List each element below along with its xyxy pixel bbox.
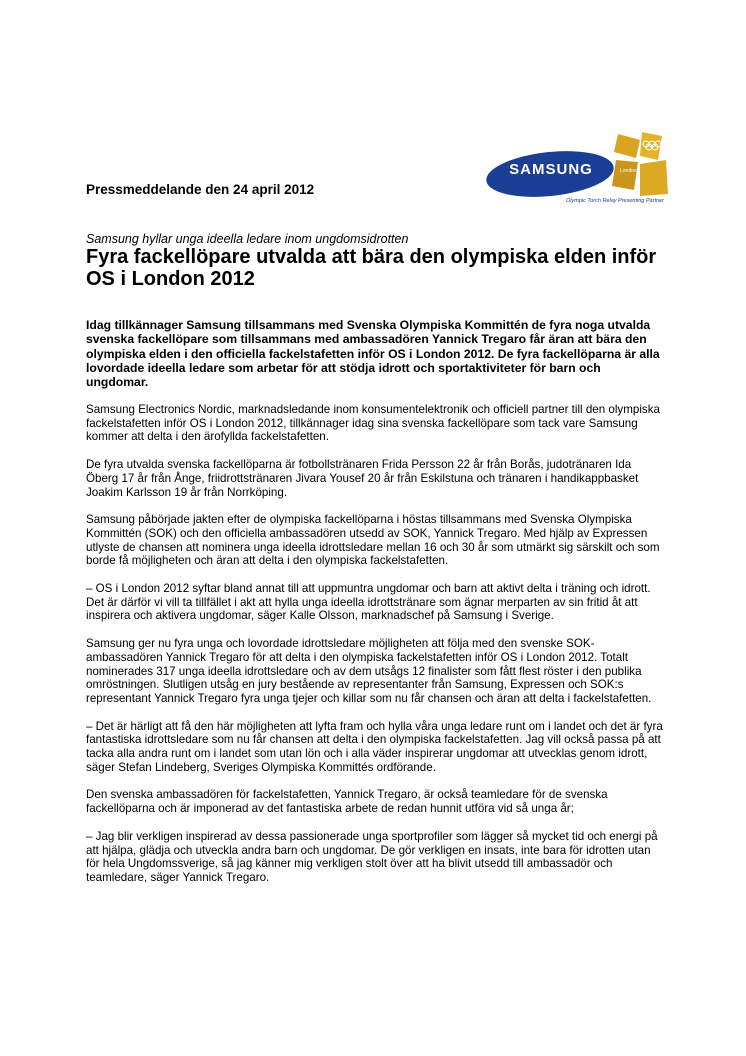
article-body	[86, 403, 666, 899]
emblem-text: London	[620, 168, 637, 174]
body-paragraph: Samsung Electronics Nordic, marknadsledande inom konsumentelektronik och officiell partner till den olympiska fackelstafetten inför OS i London 2012, tillkännager idag sina svenska fackellöpare som tack vare Samsung kommer att delta i den ärofyllda fackelstafetten.	[86, 403, 660, 444]
body-paragraph: De fyra utvalda svenska fackellöparna är fotbollstränaren Frida Persson 22 år från Borås, judotränaren Ida Öberg 17 år från Ånge, friidrottstränaren Jivara Yousef 20 år från Eskilstuna och tränaren i handikappbasket Joakim Karlsson 19 år från Norrköping.	[86, 458, 639, 499]
body-paragraph: Samsung ger nu fyra unga och lovordade idrottsledare möjligheten att följa med den svenske SOK-ambassadören Yannick Tregaro för att delta i den olympiska fackelstafetten inför OS i London 2012. Totalt nominerades 317 unga ideella idrottsledare och av dem utsågs 12 finalister som fått flest röster i den publika omröstningen. Slutligen utsåg en jury bestående av representanter från Samsung, Expressen och SOK:s representant Yannick Tregaro fyra unga tjejer och killar som nu får chansen och äran att delta i fackelstafetten.	[86, 637, 652, 705]
body-paragraph: – Jag blir verkligen inspirerad av dessa passionerade unga sportprofiler som lägger så mycket tid och energi på att hjälpa, glädja och utveckla andra barn och ungdomar. De gör verkligen en insats, inte bara för idrotten utan för hela Ungdomssverige, så jag känner mig verkligen stolt över att ha blivit utsedd till ambassadör och teamledare, säger Yannick Tregaro.	[86, 829, 658, 884]
body-paragraph: – Det är härligt att få den här möjligheten att lyfta fram och hylla våra unga ledare runt om i landet och det är fyra fantastiska idrottsledare som nu får chansen att delta i den olympiska fackelstafetten. Jag vill också passa på att tacka alla andra runt om i landet som utan lön och i alla väder inspirerar ungdomar att utvecklas genom idrott, säger Stefan Lindeberg, Sveriges Olympiska Kommittés ordförande.	[86, 719, 663, 774]
body-paragraph: – OS i London 2012 syftar bland annat till att uppmuntra ungdomar och barn att aktivt delta i träning och idrott. Det är därför vi vill ta tillfället i akt att hylla unga ideella idrottstränare som ägnar merparten av sin fritid åt att inspirera och aktivera ungdomar, säger Kalle Olsson, marknadschef på Samsung i Sverige.	[86, 582, 651, 623]
article-subtitle: Samsung hyllar unga ideella ledare inom ungdomsidrotten	[86, 232, 409, 246]
london-2012-emblem-icon	[610, 130, 670, 200]
body-paragraph: Samsung påbörjade jakten efter de olympiska fackellöparna i höstas tillsammans med Svenska Olympiska Kommittén (SOK) och den officiella ambassadören utsedd av SOK, Yannick Tregaro. Med hjälp av Expressen utlyste de chansen att nominera unga ideella idrottsledare mellan 16 och 30 år som utmärkt sig särskilt och som borde få möjligheten och äran att delta i den olympiska fackelstafetten.	[86, 513, 660, 568]
article-lead: Idag tillkännager Samsung tillsammans med Svenska Olympiska Kommittén de fyra noga utvalda svenska fackellöpare som tillsammans med ambassadören Yannick Tregaro får äran att bära den olympiska elden i den officiella fackelstafetten inför OS i London 2012. De fyra fackellöparna är alla lovordade ideella ledare som arbetar för att stödja idrott och sportaktiviteter för barn och ungdomar.	[86, 318, 660, 390]
samsung-brand-text: SAMSUNG	[509, 161, 593, 178]
partner-tagline: Olympic Torch Relay Presenting Partner	[566, 198, 664, 204]
body-paragraph: Den svenska ambassadören för fackelstafetten, Yannick Tregaro, är också teamledare för de svenska fackellöparna och är imponerad av det fantastiska arbete de redan hunnit utföra vid så unga år;	[86, 788, 608, 816]
press-release-date: Pressmeddelande den 24 april 2012	[86, 182, 315, 197]
samsung-olympic-logo	[486, 130, 671, 210]
article-headline: Fyra fackellöpare utvalda att bära den olympiska elden inför OS i London 2012	[86, 246, 657, 290]
